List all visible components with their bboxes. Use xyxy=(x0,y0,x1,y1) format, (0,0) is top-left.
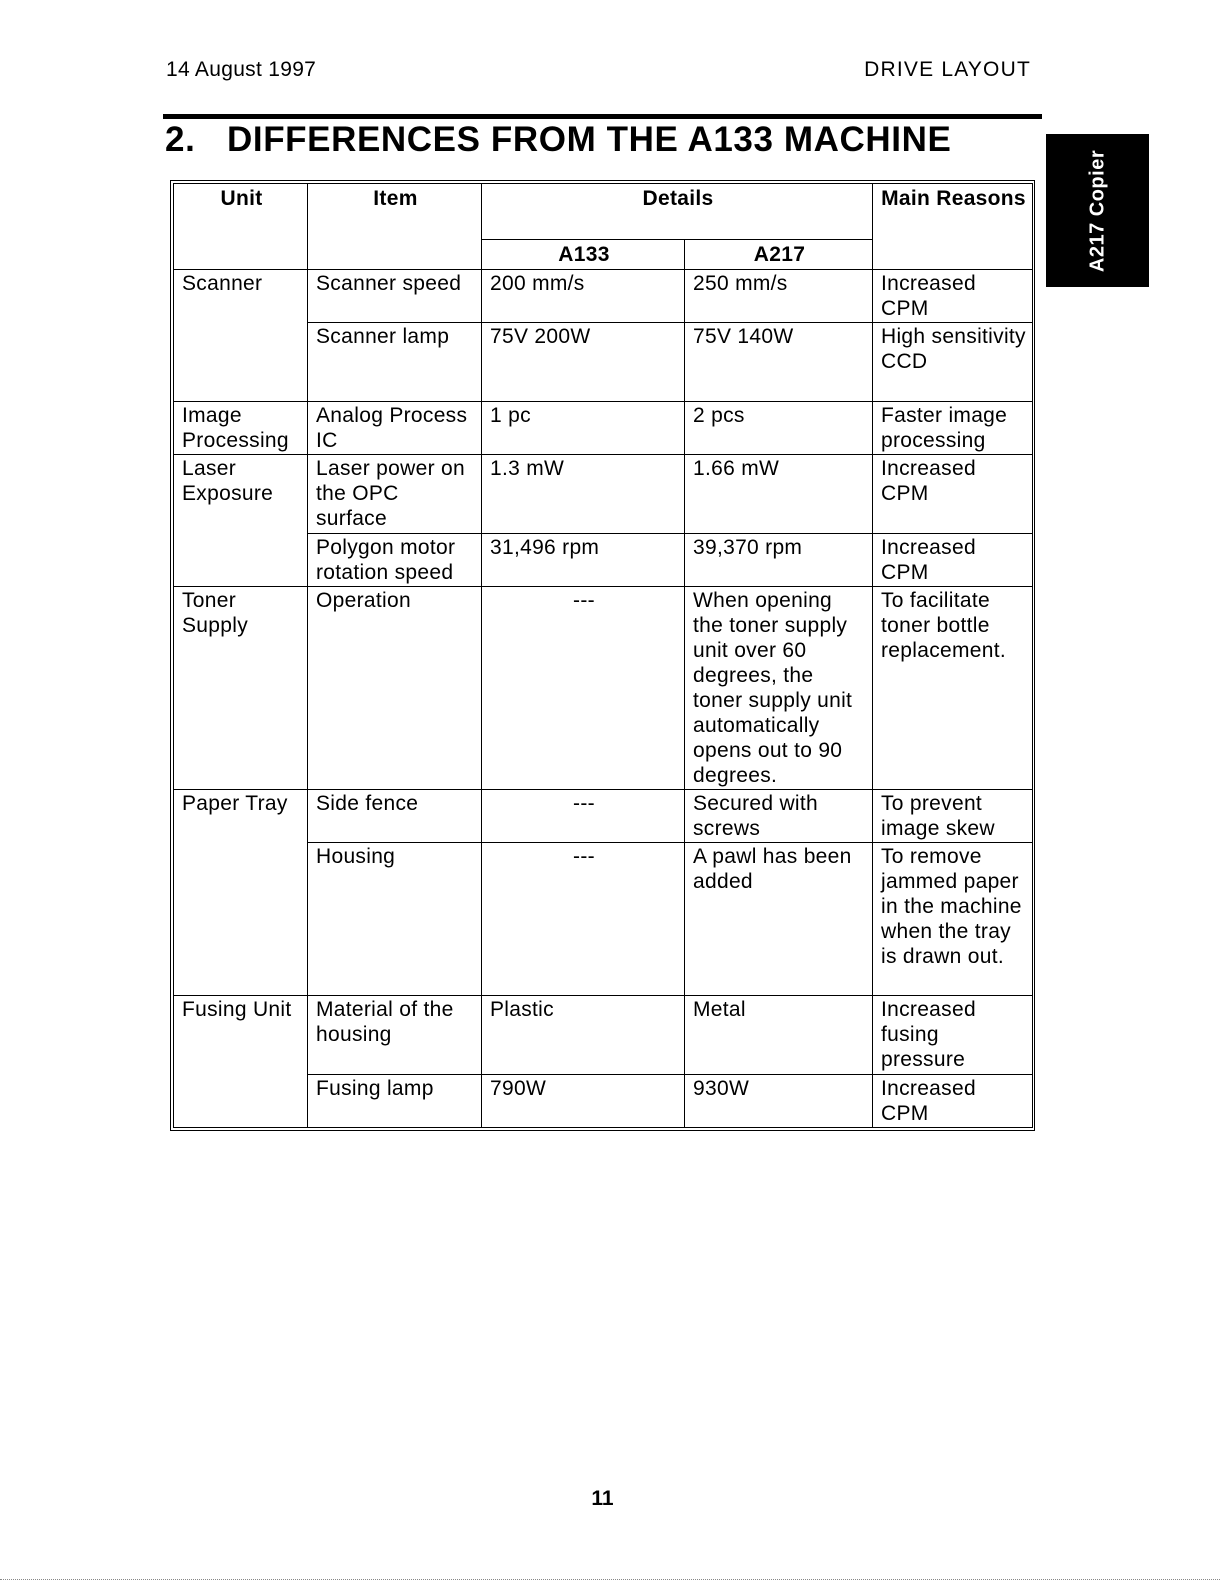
header-rule xyxy=(163,114,1042,119)
page-title xyxy=(165,120,951,160)
a133-cell: --- xyxy=(482,587,685,790)
reason-cell: Increased CPM xyxy=(873,1075,1033,1128)
header-a217: A217 xyxy=(685,240,873,270)
a217-cell: 250 mm/s xyxy=(685,270,873,323)
header-unit: Unit xyxy=(174,184,308,270)
reason-cell: High sensitivity CCD xyxy=(873,323,1033,402)
item-cell: Fusing lamp xyxy=(308,1075,482,1128)
unit-cell: Image Processing xyxy=(174,402,308,455)
header-a133: A133 xyxy=(482,240,685,270)
a133-cell: 75V 200W xyxy=(482,323,685,402)
page-number: 11 xyxy=(591,1487,614,1510)
unit-cell: Scanner xyxy=(174,270,308,402)
a217-cell: 39,370 rpm xyxy=(685,534,873,587)
a217-cell: A pawl has been added xyxy=(685,843,873,996)
item-cell: Housing xyxy=(308,843,482,996)
a133-cell: --- xyxy=(482,790,685,843)
a133-cell: 790W xyxy=(482,1075,685,1128)
differences-table xyxy=(173,183,1033,1128)
differences-table-frame xyxy=(170,180,1035,1131)
a133-cell: Plastic xyxy=(482,996,685,1075)
item-cell: Polygon motor rotation speed xyxy=(308,534,482,587)
a133-cell: 31,496 rpm xyxy=(482,534,685,587)
item-cell: Scanner speed xyxy=(308,270,482,323)
item-cell: Side fence xyxy=(308,790,482,843)
item-cell: Material of the housing xyxy=(308,996,482,1075)
header-section-title: DRIVE LAYOUT xyxy=(864,58,1031,81)
a217-cell: When opening the toner supply unit over 60 degrees, the toner supply unit automatically opens out to 90 degrees. xyxy=(685,587,873,790)
reason-cell: Increased CPM xyxy=(873,270,1033,323)
reason-cell: Increased fusing pressure xyxy=(873,996,1033,1075)
header-details: Details xyxy=(482,184,873,240)
header-main-reasons: Main Reasons xyxy=(873,184,1033,270)
table-row xyxy=(174,402,1033,455)
a133-cell: 200 mm/s xyxy=(482,270,685,323)
a217-cell: 930W xyxy=(685,1075,873,1128)
a217-cell: 1.66 mW xyxy=(685,455,873,534)
table-row xyxy=(174,790,1033,843)
unit-cell: Fusing Unit xyxy=(174,996,308,1128)
a133-cell: --- xyxy=(482,843,685,996)
unit-cell: Paper Tray xyxy=(174,790,308,996)
table-row xyxy=(174,270,1033,323)
header-item: Item xyxy=(308,184,482,270)
item-cell: Scanner lamp xyxy=(308,323,482,402)
header-date: 14 August 1997 xyxy=(166,58,317,81)
a217-cell: Secured with screws xyxy=(685,790,873,843)
reason-cell: To remove jammed paper in the machine when the tray is drawn out. xyxy=(873,843,1033,996)
table-row xyxy=(174,996,1033,1075)
unit-cell: Toner Supply xyxy=(174,587,308,790)
a217-cell: 2 pcs xyxy=(685,402,873,455)
item-cell: Analog Process IC xyxy=(308,402,482,455)
side-tab xyxy=(1046,134,1149,287)
side-tab-label: A217 Copier xyxy=(1086,149,1108,272)
reason-cell: Increased CPM xyxy=(873,455,1033,534)
title-text: DIFFERENCES FROM THE A133 MACHINE xyxy=(227,120,952,159)
bottom-dotted-edge xyxy=(0,1579,1220,1580)
a133-cell: 1.3 mW xyxy=(482,455,685,534)
item-cell: Operation xyxy=(308,587,482,790)
reason-cell: Increased CPM xyxy=(873,534,1033,587)
unit-cell: Laser Exposure xyxy=(174,455,308,587)
item-cell: Laser power on the OPC surface xyxy=(308,455,482,534)
a217-cell: Metal xyxy=(685,996,873,1075)
reason-cell: To prevent image skew xyxy=(873,790,1033,843)
reason-cell: To facilitate toner bottle replacement. xyxy=(873,587,1033,790)
a217-cell: 75V 140W xyxy=(685,323,873,402)
table-row xyxy=(174,587,1033,790)
title-number: 2. xyxy=(165,120,196,159)
a133-cell: 1 pc xyxy=(482,402,685,455)
table-row xyxy=(174,455,1033,534)
reason-cell: Faster image processing xyxy=(873,402,1033,455)
